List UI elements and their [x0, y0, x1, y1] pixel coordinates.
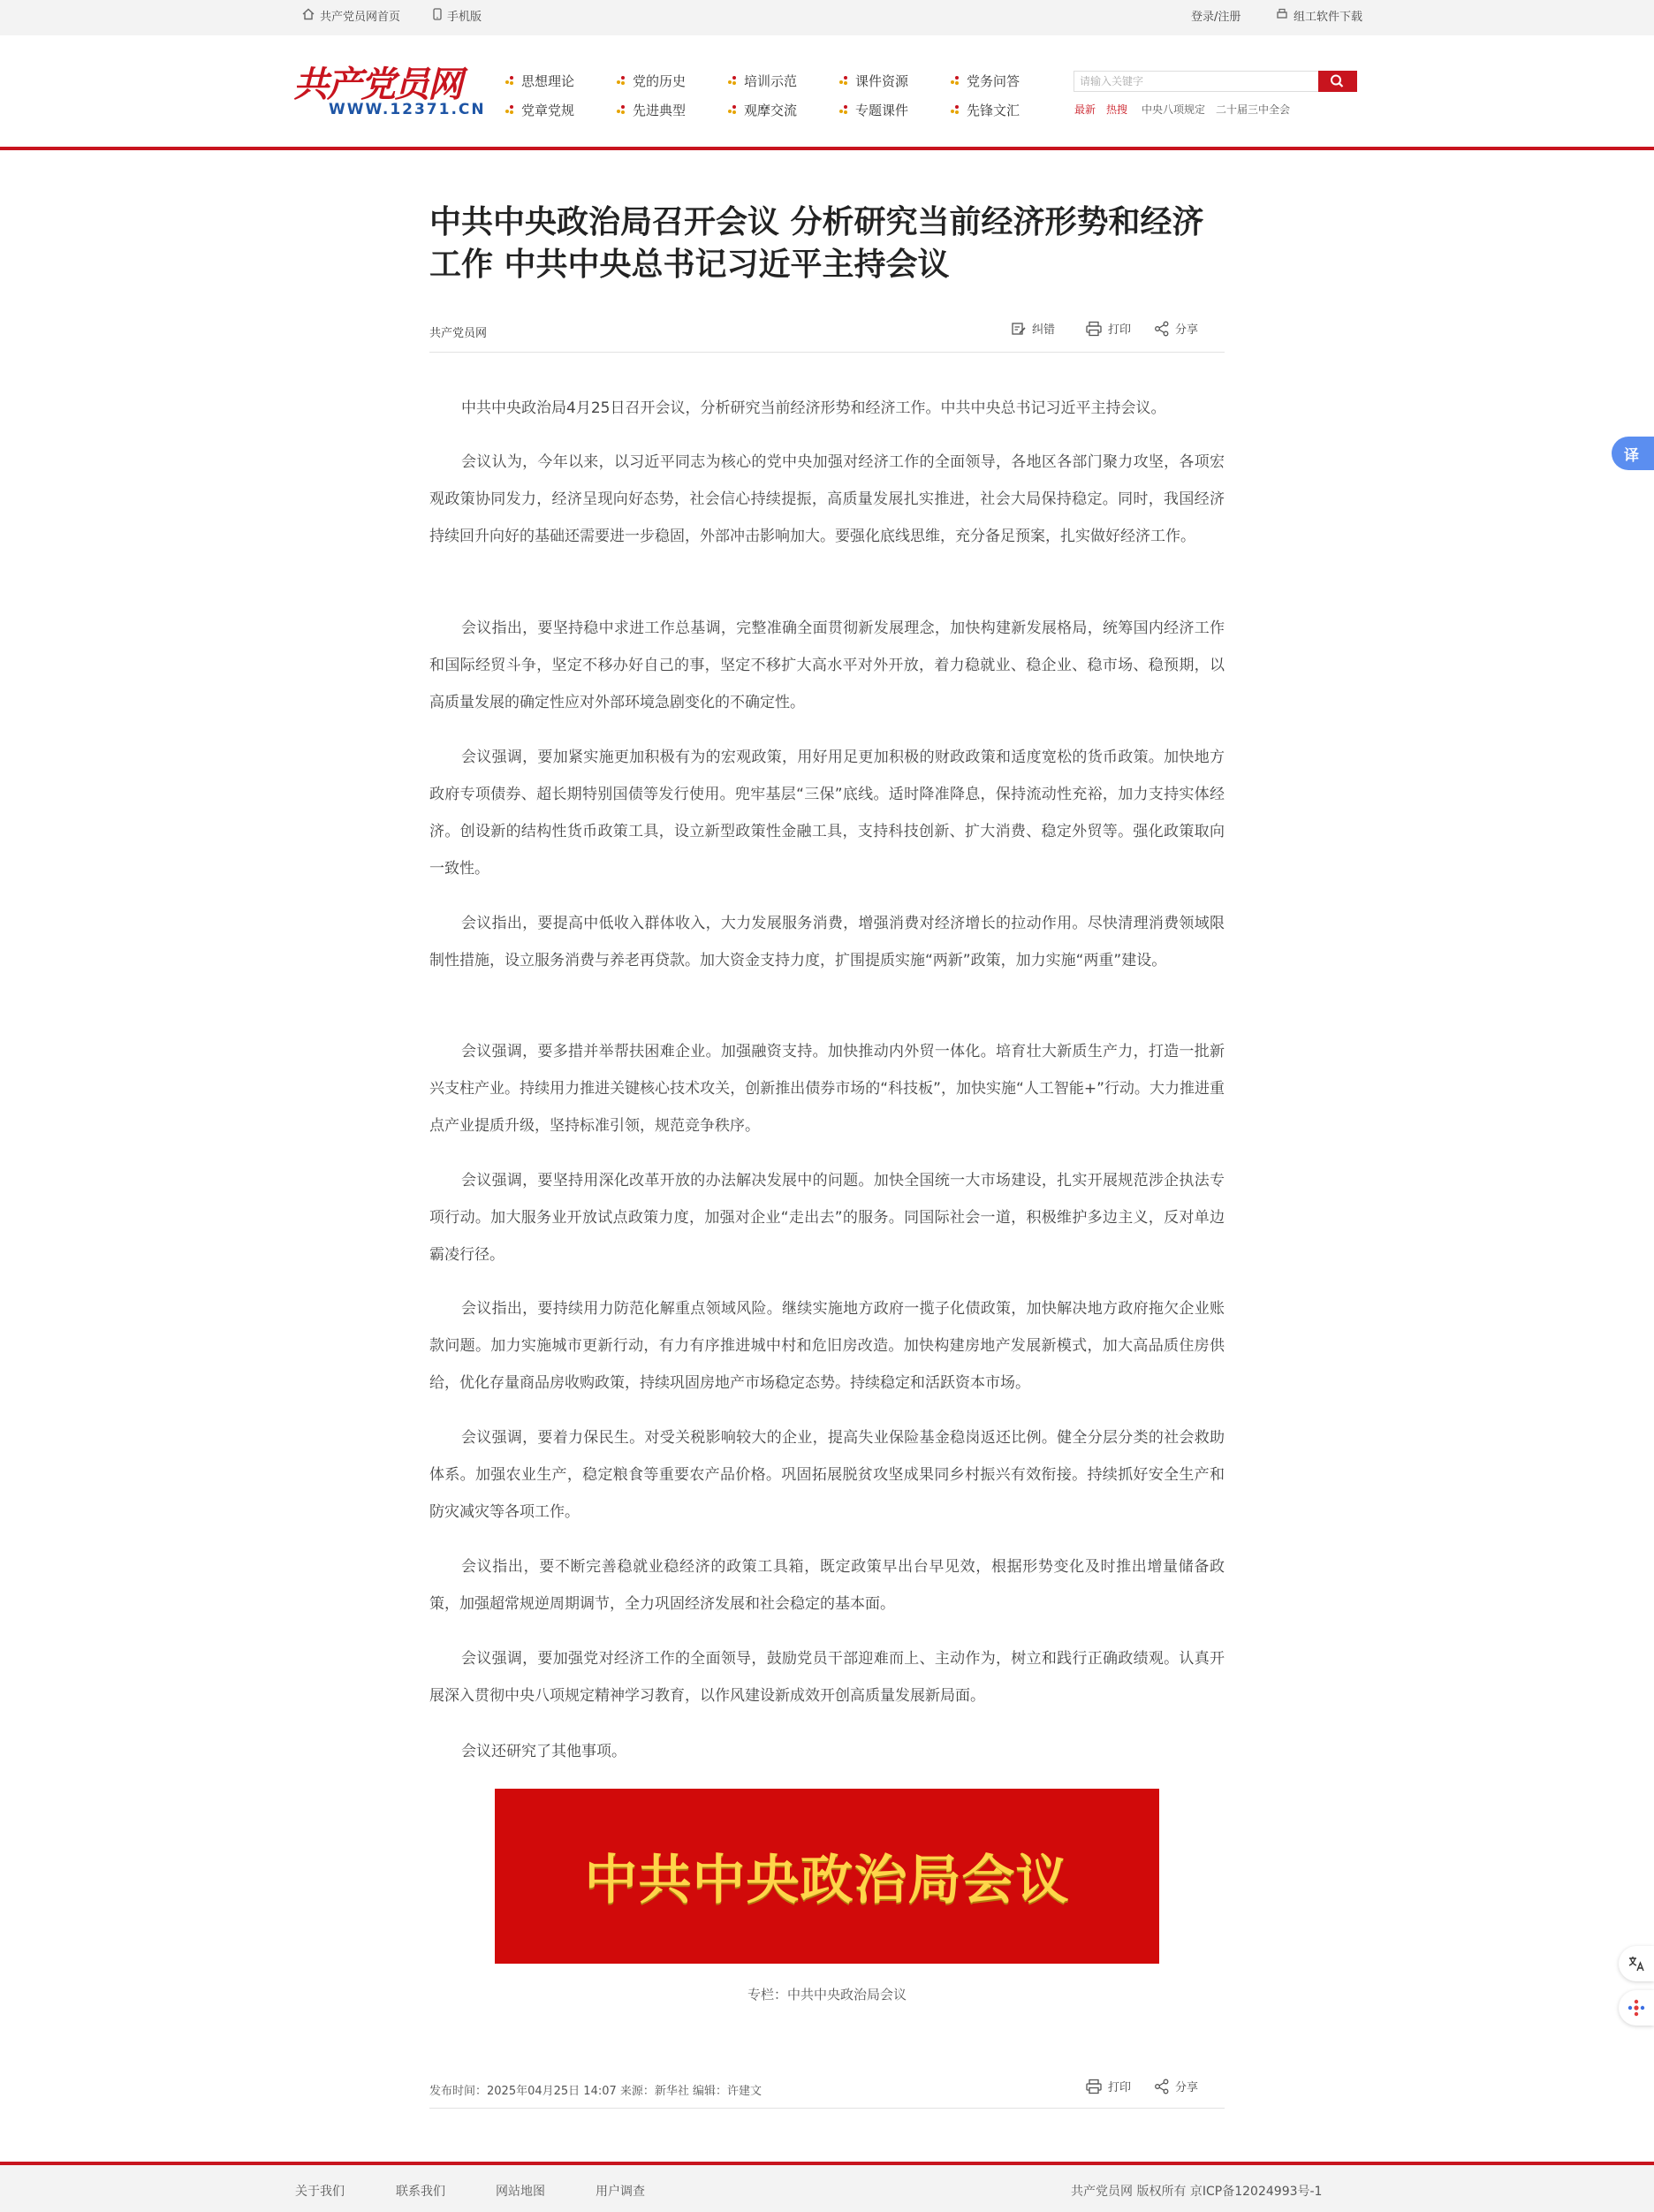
translate-button[interactable] — [1619, 1946, 1654, 1981]
nav-item-label: 观摩交流 — [744, 102, 798, 118]
article-paragraph: 中共中央政治局4月25日召开会议，分析研究当前经济形势和经济工作。中共中央总书记习近平主持会议。 — [461, 399, 1166, 417]
nav-item-label: 思想理论 — [521, 72, 575, 89]
nav-bullet-icon — [505, 105, 514, 114]
footer-copyright: 共产党员网 版权所有 京ICP备12024993号-1 — [1071, 2185, 1323, 2199]
mobile-link[interactable] — [433, 0, 482, 35]
share-button[interactable] — [1154, 320, 1198, 337]
home-link-label: 共产党员网首页 — [320, 11, 401, 24]
site-footer — [0, 2165, 1654, 2212]
nav-item-topics[interactable] — [839, 100, 908, 119]
nav-item-models[interactable] — [617, 100, 686, 119]
nav-bullet-icon — [951, 76, 960, 85]
header-divider — [0, 147, 1654, 150]
nav-item-label: 先锋文汇 — [967, 102, 1020, 118]
banner-text: 中共中央政治局会议 — [584, 1850, 1070, 1912]
print-button[interactable] — [1085, 320, 1131, 337]
article-title: 中共中央政治局召开会议 分析研究当前经济形势和经济工作 中共中央总书记习近平主持会议 — [429, 204, 1204, 283]
nav-item-label: 党务问答 — [967, 72, 1020, 89]
nav-item-label: 党章党规 — [521, 102, 575, 118]
correct-label: 纠错 — [1032, 323, 1056, 337]
home-icon — [302, 0, 315, 35]
nav-bullet-icon — [728, 76, 737, 85]
share-label: 分享 — [1175, 2081, 1199, 2094]
nav-bullet-icon — [617, 105, 626, 114]
main-nav — [505, 71, 1071, 133]
nav-item-qa[interactable] — [951, 71, 1020, 90]
print-button-bottom[interactable] — [1085, 2078, 1131, 2094]
nav-bullet-icon — [728, 105, 737, 114]
hot-tag-trending[interactable]: 热搜 — [1106, 103, 1128, 116]
print-label: 打印 — [1108, 323, 1132, 337]
site-logo[interactable] — [293, 57, 488, 127]
article-paragraph: 会议还研究了其他事项。 — [461, 1743, 626, 1760]
assistant-button[interactable] — [1619, 1990, 1654, 2026]
publish-meta — [429, 2072, 1225, 2109]
footer-link-sitemap[interactable]: 网站地图 — [496, 2185, 545, 2199]
nav-bullet-icon — [951, 105, 960, 114]
nav-item-exchange[interactable] — [728, 100, 797, 119]
print-icon — [1085, 2079, 1103, 2094]
nav-bullet-icon — [839, 105, 848, 114]
article-paragraph: 会议强调，要多措并举帮扶困难企业。加强融资支持。加快推动内外贸一体化。培育壮大新质生产力，打造一批新兴支柱产业。持续用力推进关键核心技术攻关，创新推出债券市场的“科技板”，加快实施“人工智能+”行动。大力推进重点产业提质升级，坚持标准引领，规范竞争秩序。 — [429, 1043, 1225, 1135]
translate-label: 译 — [1624, 446, 1639, 465]
share-label: 分享 — [1175, 323, 1199, 337]
nav-item-label: 专题课件 — [855, 102, 909, 118]
nav-item-label: 课件资源 — [855, 72, 909, 89]
edit-icon — [1011, 321, 1027, 337]
nav-item-label: 先进典型 — [633, 102, 687, 118]
nav-item-theory[interactable] — [505, 71, 574, 90]
share-icon — [1154, 2079, 1170, 2094]
article-meta — [429, 316, 1225, 353]
login-link[interactable] — [1191, 0, 1240, 35]
footer-link-contact[interactable]: 联系我们 — [396, 2185, 445, 2199]
nav-item-label: 党的历史 — [633, 72, 687, 89]
logo-text: 共产党员网 — [293, 64, 461, 105]
article-paragraph: 会议指出，要持续用力防范化解重点领域风险。继续实施地方政府一揽子化债政策，加快解决地方政府拖欠企业账款问题。加力实施城市更新行动，有力有序推进城中村和危旧房改造。加快构建房地产发展新模式，加大高品质住房供给，优化存量商品房收购政策，持续巩固房地产市场稳定态势。持续稳定和活跃资本市场。 — [429, 1300, 1225, 1392]
article-paragraph: 会议认为，今年以来，以习近平同志为核心的党中央加强对经济工作的全面领导，各地区各部门聚力攻坚，各项宏观政策协同发力，经济呈现向好态势，社会信心持续提振，高质量发展扎实推进，社会大局保持稳定。同时，我国经济持续回升向好的基础还需要进一步稳固，外部冲击影响加大。要强化底线思维，充分备足预案，扎实做好经济工作。 — [429, 453, 1225, 545]
article-paragraph: 会议指出，要不断完善稳就业稳经济的政策工具箱，既定政策早出台早见效，根据形势变化及时推出增量储备政策，加强超常规逆周期调节，全力巩固经济发展和社会稳定的基本面。 — [429, 1558, 1225, 1613]
mobile-link-label: 手机版 — [447, 11, 482, 24]
login-link-label: 登录/注册 — [1191, 11, 1241, 24]
logo-url: WWW.12371.CN — [329, 101, 486, 118]
footer-link-survey[interactable]: 用户调查 — [596, 2185, 645, 2199]
top-bar — [0, 0, 1654, 35]
article-paragraph: 会议强调，要加紧实施更加积极有为的宏观政策，用好用足更加积极的财政政策和适度宽松的货币政策。加快地方政府专项债券、超长期特别国债等发行使用。兜牢基层“三保”底线。适时降准降息，保持流动性充裕，加力支持实体经济。创设新的结构性货币政策工具，设立新型政策性金融工具，支持科技创新、扩大消费、稳定外贸等。强化政策取向一致性。 — [429, 749, 1225, 878]
assistant-icon — [1627, 1998, 1646, 2018]
footer-link-about[interactable]: 关于我们 — [295, 2185, 345, 2199]
printer-download-icon — [1276, 0, 1288, 35]
search-input[interactable]: 请输入关键字 — [1074, 71, 1319, 92]
share-icon — [1154, 321, 1170, 337]
nav-item-history[interactable] — [617, 71, 686, 90]
nav-item-courseware[interactable] — [839, 71, 908, 90]
translate-tab[interactable] — [1612, 437, 1654, 470]
search-button[interactable] — [1318, 71, 1357, 92]
hot-tag-latest[interactable]: 最新 — [1074, 103, 1096, 116]
home-link[interactable] — [302, 0, 400, 35]
mobile-icon — [433, 0, 442, 35]
publish-info: 发布时间：2025年04月25日 14:07 来源：新华社 编辑：许建文 — [429, 2085, 763, 2098]
article-paragraph: 会议指出，要坚持稳中求进工作总基调，完整准确全面贯彻新发展理念，加快构建新发展格局，统筹国内经济工作和国际经贸斗争，坚定不移办好自己的事，坚定不移扩大高水平对外开放，着力稳就业、稳企业、稳市场、稳预期，以高质量发展的确定性应对外部环境急剧变化的不确定性。 — [429, 620, 1225, 711]
nav-bullet-icon — [839, 76, 848, 85]
hot-link-eight-rules[interactable]: 中央八项规定 — [1142, 103, 1206, 116]
article-paragraph: 会议指出，要提高中低收入群体收入，大力发展服务消费，增强消费对经济增长的拉动作用。尽快清理消费领域限制性措施，设立服务消费与养老再贷款。加大资金支持力度，扩围提质实施“两新”政策，加力实施“两重”建设。 — [429, 915, 1225, 969]
translate-icon — [1627, 1955, 1645, 1973]
column-banner[interactable] — [495, 1789, 1159, 1964]
article-paragraph: 会议强调，要加强党对经济工作的全面领导，鼓励党员干部迎难而上、主动作为，树立和践行正确政绩观。认真开展深入贯彻中央八项规定精神学习教育，以作风建设新成效开创高质量发展新局面。 — [429, 1650, 1225, 1705]
article-source: 共产党员网 — [429, 327, 488, 340]
share-button-bottom[interactable] — [1154, 2078, 1198, 2094]
nav-bullet-icon — [617, 76, 626, 85]
nav-item-label: 培训示范 — [744, 72, 798, 89]
print-icon — [1085, 321, 1103, 337]
article-paragraph: 会议强调，要着力保民生。对受关税影响较大的企业，提高失业保险基金稳岗返还比例。健全分层分类的社会救助体系。加强农业生产，稳定粮食等重要农产品价格。巩固拓展脱贫攻坚成果同乡村振兴有效衔接。持续抓好安全生产和防灾减灾等各项工作。 — [429, 1429, 1225, 1521]
article-paragraph: 会议强调，要坚持用深化改革开放的办法解决发展中的问题。加快全国统一大市场建设，扎实开展规范涉企执法专项行动。加大服务业开放试点政策力度，加强对企业“走出去”的服务。同国际社会一道，积极维护多边主义，反对单边霸凌行径。 — [429, 1172, 1225, 1264]
hot-link-plenum[interactable]: 二十届三中全会 — [1216, 103, 1291, 116]
nav-item-regulations[interactable] — [505, 100, 574, 119]
correct-button[interactable] — [1011, 320, 1055, 337]
search-icon — [1318, 71, 1357, 92]
nav-bullet-icon — [505, 76, 514, 85]
nav-item-training[interactable] — [728, 71, 797, 90]
print-label: 打印 — [1108, 2081, 1132, 2094]
nav-item-essays[interactable] — [951, 100, 1020, 119]
download-link[interactable] — [1276, 0, 1362, 35]
download-link-label: 组工软件下载 — [1294, 11, 1363, 24]
banner-caption: 专栏：中共中央政治局会议 — [747, 1987, 907, 2003]
